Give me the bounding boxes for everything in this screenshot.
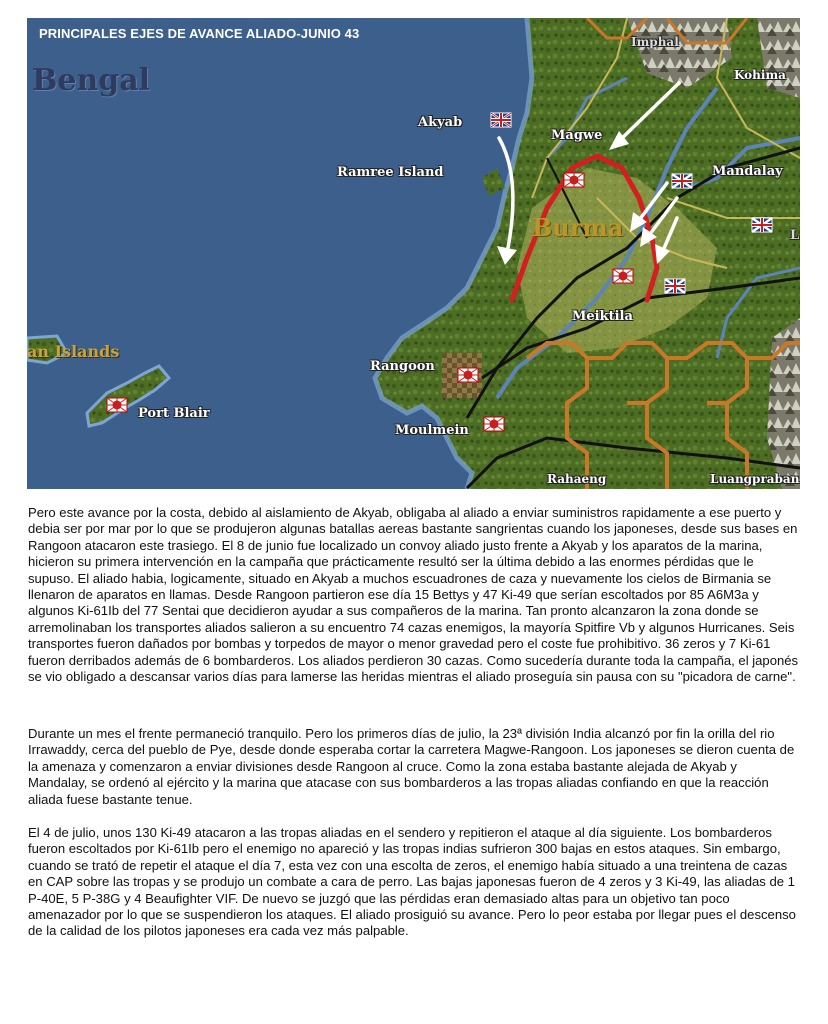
paragraph-2-text: Durante un mes el frente permaneció tranquilo. Pero los primeros días de julio, la 23ª división India alcanzó por fin la orilla del rio Irrawaddy, cerca del pueblo de Pye, desde donde esperaba cortar la carretera Magwe-Rangoon. Los japoneses se dieron cuenta de la amenaza y comenzaron a enviar divisiones desde Rangoon al cruce. Como la zona estaba bastante alejada de Akyab y Mandalay, se ordenó al ejército y la marina que atacase con sus bombarderos a las tropas aliadas confiando en que la reacción aliada fuese bastante tenue. bbox=[28, 726, 795, 807]
label-kohima: Kohima bbox=[734, 68, 786, 82]
label-bengal: Bengal bbox=[32, 63, 151, 98]
label-imphal: Imphal bbox=[631, 35, 679, 49]
label-meiktila: Meiktila bbox=[572, 309, 633, 324]
paragraph-3 bbox=[28, 825, 800, 940]
paragraph-1-text: Pero este avance por la costa, debido al aislamiento de Akyab, obligaba al aliado a enviar suministros rapidamente a ese puerto y debia ser por mar por lo que se produjeron algunas batallas aereas bastante sangrientas cuando los japoneses, desde sus bases en Rangoon atacaron este trasiego. El 8 de junio fue localizado un convoy aliado justo frente a Akyab y los aparatos de la marina, hicieron su primera intervención en la campaña que prácticamente resultó ser la última debido a las enormes pérdidas que le supuso. El aliado habia, logicamente, situado en Akyab a muchos escuadrones de caza y nuevamente los cielos de Birmania se llenaron de aparatos en llamas. Desde Rangoon partieron ese día 15 Bettys y 47 Ki-49 que serían escoltados por 85 A6M3a y algunos Ki-61Ib del 77 Sentai que decidieron ayudar a sus compañeros de la marina. Tan pronto alcanzaron la zona donde se arremolinaban los transportes aliados salieron a su encuentro 74 cazas enemigos, la mayoría Spitfire Vb y algunos Hurricanes. Seis transportes fueron dañados por bombas y torpedos de mayor o menor gravedad pero el coste fue prohibitivo. 36 zeros y 7 Ki-61 fueron derribados además de 6 bombarderos. Los aliados perdieron 30 cazas. Como sucedería durante toda la campaña, el japonés se vio obligado a descansar varios días para lamerse las heridas mientras el aliado proseguía sin pausa con su "picadora de carne". bbox=[28, 505, 799, 685]
paragraph-3-text: El 4 de julio, unos 130 Ki-49 atacaron a las tropas aliadas en el sendero y repitieron el ataque al día siguiente. Los bombarderos fueron escoltados por Ki-61Ib pero el enemigo no apareció y las tropas indias sufrieron 300 bajas en estos ataques. Sin embargo, cuando se trató de repetir el ataque el día 7, esta vez con una escolta de zeros, el enemigo había situado a una treintena de cazas en CAP sobre las tropas y se produjo un combate a cara de perro. Las bajas japonesas fueron de 4 zeros y 3 Ki-49, las aliadas de 1 P-40E, 5 P-38G y 4 Beaufighter VIF. De nuevo se juzgó que las pérdidas eran demasiado altas para un objetivo tan poco amenazador por lo que se suspendieron los ataques. El aliado prosiguió su avance. Pero lo peor estaba por llegar pues el descenso de la calidad de los pilotos japoneses era cada vez más palpable. bbox=[28, 825, 796, 939]
label-port-blair: Port Blair bbox=[138, 406, 210, 421]
map-title: PRINCIPALES EJES DE AVANCE ALIADO-JUNIO 43 bbox=[39, 26, 360, 41]
paragraph-2 bbox=[28, 726, 800, 808]
label-burma: Burma bbox=[532, 213, 624, 242]
label-rangoon: Rangoon bbox=[370, 359, 435, 374]
label-rahaeng: Rahaeng bbox=[547, 472, 607, 486]
label-ramree-island: Ramree Island bbox=[337, 165, 444, 180]
campaign-map bbox=[27, 18, 800, 489]
label-magwe: Magwe bbox=[551, 128, 603, 143]
label-moulmein: Moulmein bbox=[395, 423, 469, 438]
paragraph-1 bbox=[28, 505, 800, 685]
label-mandalay: Mandalay bbox=[712, 164, 783, 179]
label-luangprabang: Luangpraban bbox=[710, 472, 800, 486]
label-edge-l: L bbox=[790, 228, 800, 243]
label-andaman-islands: an Islands bbox=[27, 342, 120, 361]
label-akyab: Akyab bbox=[418, 115, 463, 130]
